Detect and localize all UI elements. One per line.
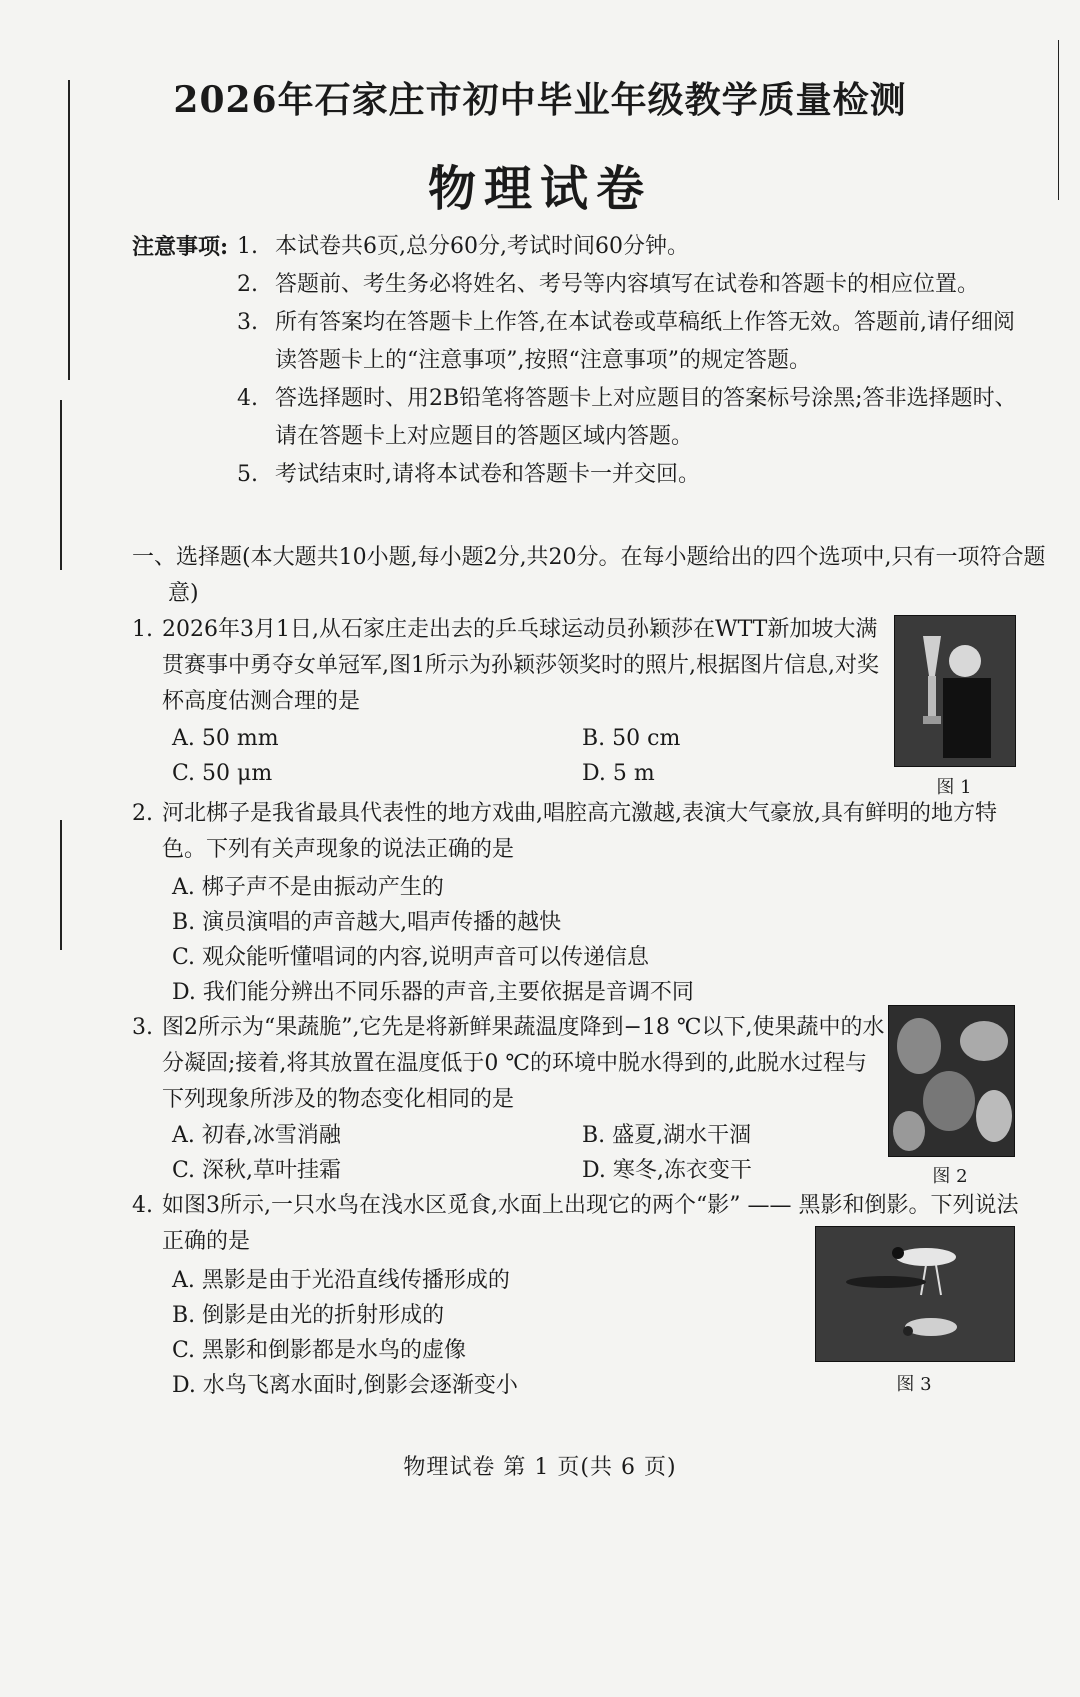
question-3-option-c: C. 深秋,草叶挂霜 xyxy=(172,1158,342,1183)
figure-1-photo xyxy=(894,615,1016,767)
note-text: 答题前、考生务必将姓名、考号等内容填写在试卷和答题卡的相应位置。 xyxy=(275,272,980,297)
note-number: 4. xyxy=(237,386,258,411)
note-number: 1. xyxy=(237,234,258,259)
question-4-option-c: C. 黑影和倒影都是水鸟的虚像 xyxy=(172,1338,467,1363)
question-1-option-d: D. 5 m xyxy=(582,761,655,786)
question-4-option-b: B. 倒影是由光的折射形成的 xyxy=(172,1303,445,1328)
question-4-option-d: D. 水鸟飞离水面时,倒影会逐渐变小 xyxy=(172,1373,518,1398)
figure-2-photo xyxy=(888,1005,1015,1157)
figure-3-caption: 图 3 xyxy=(896,1374,932,1395)
question-3-option-a: A. 初春,冰雪消融 xyxy=(172,1123,341,1148)
figure-2-caption: 图 2 xyxy=(932,1166,968,1187)
question-text: 如图3所示,一只水鸟在浅水区觅食,水面上出现它的两个“影” —— 黑影和倒影。下列说法正确的是 xyxy=(162,1193,1019,1254)
question-text: 2026年3月1日,从石家庄走出去的乒乓球运动员孙颖莎在WTT新加坡大满贯赛事中勇夺女单冠军,图1所示为孙颖莎领奖时的照片,根据图片信息,对奖杯高度估测合理的是 xyxy=(162,617,879,714)
note-number: 2. xyxy=(237,272,258,297)
question-number: 4. xyxy=(132,1193,153,1218)
binding-line-mid xyxy=(60,400,62,570)
note-number: 5. xyxy=(237,462,258,487)
figure-1-caption: 图 1 xyxy=(936,777,972,798)
binding-line-low xyxy=(60,820,62,950)
page-footer: 物理试卷 第 1 页(共 6 页) xyxy=(403,1455,677,1480)
question-2-option-b: B. 演员演唱的声音越大,唱声传播的越快 xyxy=(172,910,562,935)
note-number: 3. xyxy=(237,310,258,335)
question-2-option-d: D. 我们能分辨出不同乐器的声音,主要依据是音调不同 xyxy=(172,980,694,1005)
question-text: 河北梆子是我省最具代表性的地方戏曲,唱腔高亢激越,表演大气豪放,具有鲜明的地方特色。下列有关声现象的说法正确的是 xyxy=(162,801,997,862)
figure-3-photo xyxy=(815,1226,1015,1362)
question-1-option-a: A. 50 mm xyxy=(172,726,279,751)
question-3-option-b: B. 盛夏,湖水干涸 xyxy=(582,1123,752,1148)
notes-label: 注意事项: xyxy=(132,234,229,260)
binding-line-top xyxy=(68,80,70,380)
water-bird-photo-icon xyxy=(816,1227,1014,1361)
question-2-option-a: A. 梆子声不是由振动产生的 xyxy=(172,875,444,900)
trophy-photo-icon xyxy=(895,616,1015,766)
question-1-option-c: C. 50 μm xyxy=(172,761,273,786)
question-2-option-c: C. 观众能听懂唱词的内容,说明声音可以传递信息 xyxy=(172,945,650,970)
fruit-chips-photo-icon xyxy=(889,1006,1014,1156)
question-text: 图2所示为“果蔬脆”,它先是将新鲜果蔬温度降到−18 ℃以下,使果蔬中的水分凝固;接着,将其放置在温度低于0 ℃的环境中脱水得到的,此脱水过程与下列现象所涉及的物态变化相同的是 xyxy=(162,1015,885,1112)
question-4-option-a: A. 黑影是由于光沿直线传播形成的 xyxy=(172,1268,510,1293)
subject-title: 物理试卷 xyxy=(427,161,652,217)
note-text: 考试结束时,请将本试卷和答题卡一并交回。 xyxy=(275,462,700,487)
note-text: 所有答案均在答题卡上作答,在本试卷或草稿纸上作答无效。答题前,请仔细阅读答题卡上的“注意事项”,按照“注意事项”的规定答题。 xyxy=(275,310,1015,373)
question-3-option-d: D. 寒冬,冻衣变干 xyxy=(582,1158,752,1183)
note-text: 本试卷共6页,总分60分,考试时间60分钟。 xyxy=(275,234,689,259)
question-1-option-b: B. 50 cm xyxy=(582,726,681,751)
exam-title: 2026年石家庄市初中毕业年级教学质量检测 xyxy=(173,79,907,121)
section-title: 一、选择题(本大题共10小题,每小题2分,共20分。在每小题给出的四个选项中,只有一项符合题意) xyxy=(132,545,1046,606)
question-number: 1. xyxy=(132,617,153,642)
question-number: 3. xyxy=(132,1015,153,1040)
note-text: 答选择题时、用2B铅笔将答题卡上对应题目的答案标号涂黑;答非选择题时、请在答题卡上对应题目的答题区域内答题。 xyxy=(275,386,1017,449)
question-number: 2. xyxy=(132,801,153,826)
